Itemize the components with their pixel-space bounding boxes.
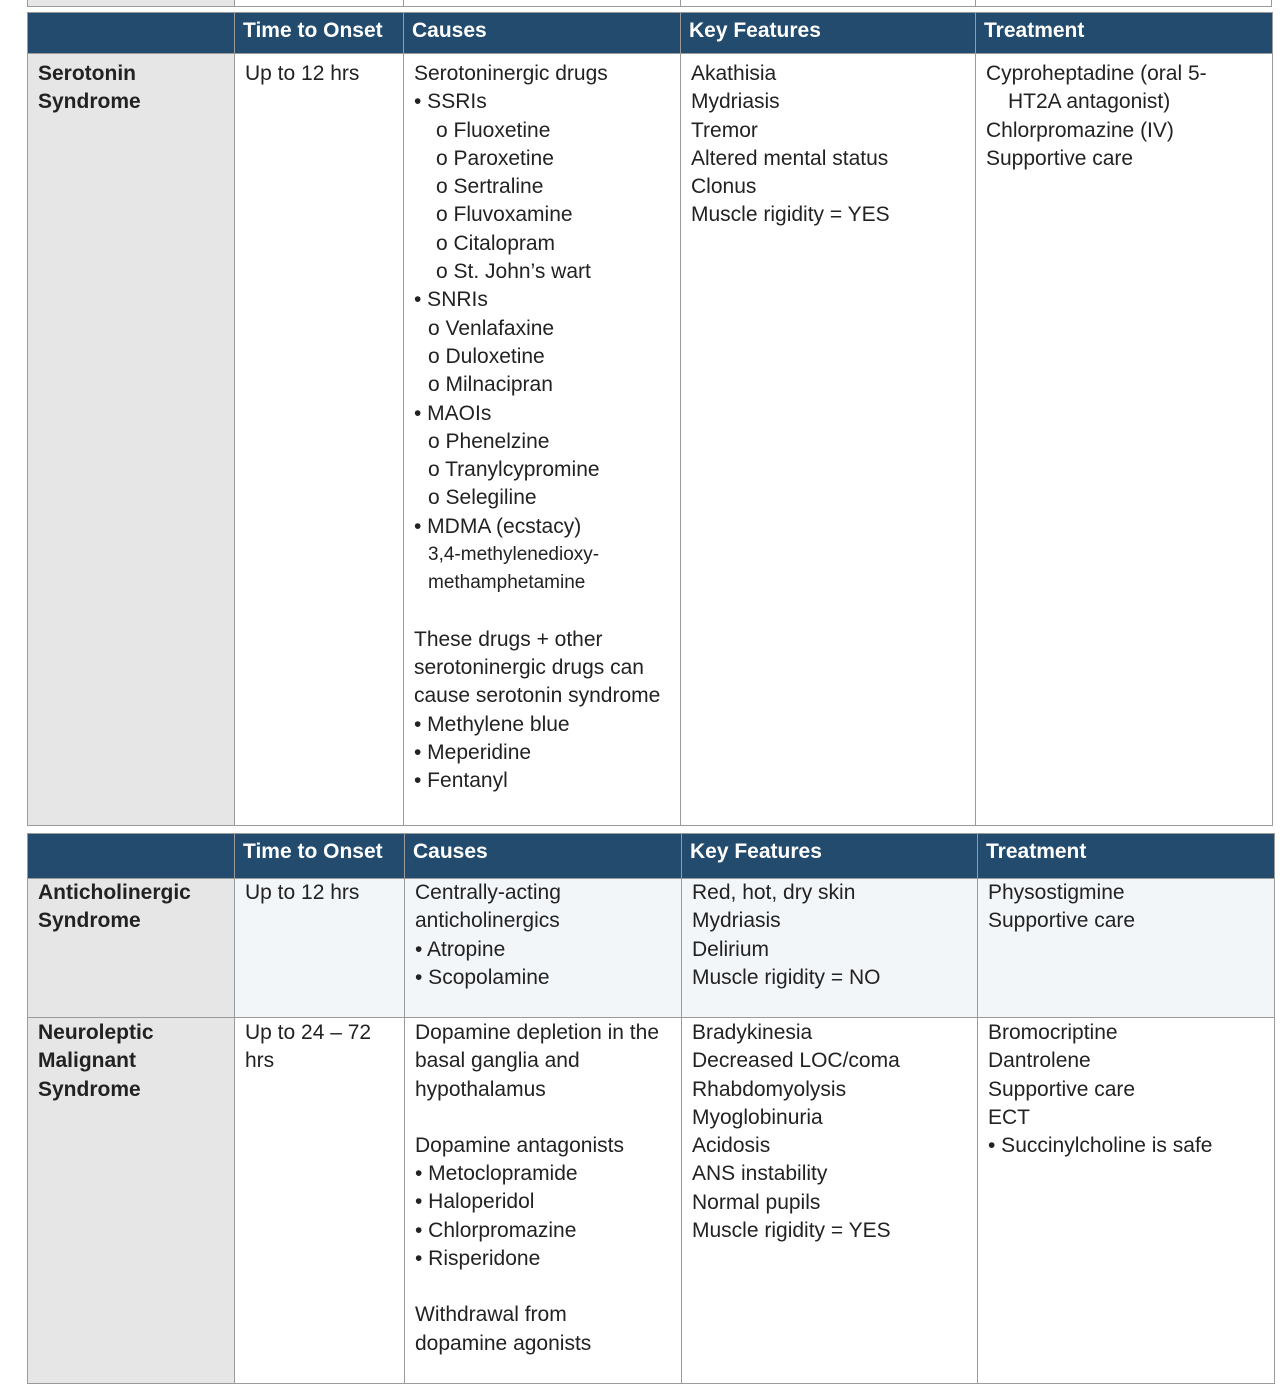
nms-treatment-cell <box>978 1018 1275 1384</box>
feature-item: Red, hot, dry skin <box>692 881 856 904</box>
drug-item: • Scopolamine <box>415 965 550 989</box>
treatment-item: • Succinylcholine is safe <box>988 1134 1213 1158</box>
note-text: cause serotonin syndrome <box>414 684 661 708</box>
chemical-name: methamphetamine <box>428 572 586 594</box>
drug-item: • Haloperidol <box>415 1190 535 1214</box>
header-key-features: Key Features <box>682 834 978 879</box>
feature-item: Myoglobinuria <box>692 1105 823 1129</box>
causes-text: basal ganglia and <box>415 1049 580 1073</box>
treatment-item: Dantrolene <box>988 1049 1091 1073</box>
row-name: Malignant <box>38 1049 136 1073</box>
drug-item: o Selegiline <box>428 486 537 510</box>
row-name: Syndrome <box>38 90 141 114</box>
causes-title: Dopamine antagonists <box>415 1133 624 1157</box>
feature-item: Muscle rigidity = YES <box>691 203 890 227</box>
causes-text: Dopamine depletion in the <box>415 1021 660 1044</box>
causes-text: Withdrawal from <box>415 1303 567 1327</box>
drug-class: • MAOIs <box>414 401 492 425</box>
feature-item: Decreased LOC/coma <box>692 1049 900 1073</box>
nms-features-cell <box>682 1018 978 1384</box>
serotonin-table <box>27 12 1273 826</box>
drug-item: o Paroxetine <box>436 146 554 170</box>
drug-class: • SSRIs <box>414 90 487 114</box>
feature-item: Rhabdomyolysis <box>692 1077 847 1101</box>
header-treatment: Treatment <box>976 13 1273 54</box>
feature-item: Delirium <box>692 937 770 961</box>
row-name: Neuroleptic <box>38 1021 154 1044</box>
drug-item: o Tranylcypromine <box>428 458 600 482</box>
feature-item: Normal pupils <box>692 1190 821 1214</box>
drug-item: o Venlafaxine <box>428 316 555 340</box>
onset-value: Up to 12 hrs <box>245 881 360 904</box>
serotonin-onset-cell <box>235 54 404 826</box>
drug-item: • Methylene blue <box>414 712 570 736</box>
feature-item: Muscle rigidity = YES <box>692 1219 891 1243</box>
drug-item: • Risperidone <box>415 1247 541 1271</box>
drug-item: • Atropine <box>415 937 506 961</box>
nms-causes-cell <box>405 1018 682 1384</box>
feature-item: Tremor <box>691 118 758 142</box>
feature-item: Akathisia <box>691 62 777 85</box>
nms-name-cell <box>28 1018 235 1384</box>
onset-value: Up to 24 – 72 <box>245 1021 372 1044</box>
header-treatment: Treatment <box>978 834 1275 879</box>
causes-title: Serotoninergic drugs <box>414 62 608 85</box>
anticholinergic-treatment-cell <box>978 879 1275 1018</box>
feature-item: Clonus <box>691 175 757 199</box>
header-causes: Causes <box>405 834 682 879</box>
drug-item: o Citalopram <box>436 231 556 255</box>
drug-item: • Meperidine <box>414 740 532 764</box>
serotonin-name-cell <box>28 54 235 826</box>
header-time-to-onset: Time to Onset <box>235 834 405 879</box>
row-name: Anticholinergic <box>38 881 191 904</box>
serotonin-treatment-cell <box>976 54 1273 826</box>
anticholinergic-causes-cell <box>405 879 682 1018</box>
drug-class: • MDMA (ecstacy) <box>414 514 582 538</box>
onset-value: hrs <box>245 1049 275 1073</box>
feature-item: Altered mental status <box>691 146 889 170</box>
treatment-item: Bromocriptine <box>988 1021 1118 1044</box>
drug-item: • Metoclopramide <box>415 1162 578 1186</box>
note-text: serotoninergic drugs can <box>414 655 644 679</box>
treatment-item: Physostigmine <box>988 881 1125 904</box>
drug-item: o Sertraline <box>436 175 544 199</box>
treatment-item: ECT <box>988 1105 1030 1129</box>
drug-item: o Phenelzine <box>428 429 550 453</box>
nms-onset-cell <box>235 1018 405 1384</box>
feature-item: Mydriasis <box>691 90 780 114</box>
drug-item: o St. John’s wart <box>436 260 591 284</box>
causes-text: anticholinergics <box>415 909 560 933</box>
header-key-features: Key Features <box>681 13 976 54</box>
causes-text: Centrally-acting <box>415 881 561 904</box>
serotonin-causes-cell <box>404 54 681 826</box>
chemical-name: 3,4-methylenedioxy- <box>428 544 600 566</box>
serotonin-features-cell <box>681 54 976 826</box>
drug-item: o Milnacipran <box>428 373 553 397</box>
header-row <box>28 13 1273 54</box>
drug-item: o Fluvoxamine <box>436 203 573 227</box>
row-name: Serotonin <box>38 62 136 85</box>
nms-row <box>28 1018 1275 1384</box>
previous-table-edge <box>27 0 1272 7</box>
drug-item: o Fluoxetine <box>436 118 551 142</box>
drug-item: o Duloxetine <box>428 344 545 368</box>
anticholinergic-onset-cell <box>235 879 405 1018</box>
treatment-item: Supportive care <box>986 146 1134 170</box>
header-time-to-onset: Time to Onset <box>235 13 404 54</box>
row-name: Syndrome <box>38 909 141 933</box>
treatment-item: Supportive care <box>988 1077 1136 1101</box>
note-text: These drugs + other <box>414 627 603 651</box>
header-row <box>28 834 1275 879</box>
drug-class: • SNRIs <box>414 288 488 312</box>
treatment-item: Chlorpromazine (IV) <box>986 118 1174 142</box>
feature-item: ANS instability <box>692 1162 828 1186</box>
feature-item: Mydriasis <box>692 909 781 933</box>
spacer <box>415 1273 671 1301</box>
causes-text: hypothalamus <box>415 1077 546 1101</box>
drug-item: • Fentanyl <box>414 769 508 793</box>
row-name: Syndrome <box>38 1077 141 1101</box>
treatment-item: Supportive care <box>988 909 1136 933</box>
causes-text: dopamine agonists <box>415 1331 592 1355</box>
anticholinergic-name-cell <box>28 879 235 1018</box>
treatment-item: Cyproheptadine (oral 5-HT2A antagonist) <box>986 62 1207 114</box>
feature-item: Acidosis <box>692 1134 771 1158</box>
serotonin-row <box>28 54 1273 826</box>
feature-item: Muscle rigidity = NO <box>692 965 881 989</box>
spacer <box>415 1104 671 1132</box>
drug-item: • Chlorpromazine <box>415 1218 577 1242</box>
feature-item: Bradykinesia <box>692 1021 813 1044</box>
anticholinergic-row <box>28 879 1275 1018</box>
anticholinergic-features-cell <box>682 879 978 1018</box>
anticholinergic-nms-table <box>27 833 1275 1384</box>
onset-value: Up to 12 hrs <box>245 62 360 85</box>
header-blank <box>28 834 235 879</box>
header-blank <box>28 13 235 54</box>
header-causes: Causes <box>404 13 681 54</box>
spacer <box>414 598 670 626</box>
